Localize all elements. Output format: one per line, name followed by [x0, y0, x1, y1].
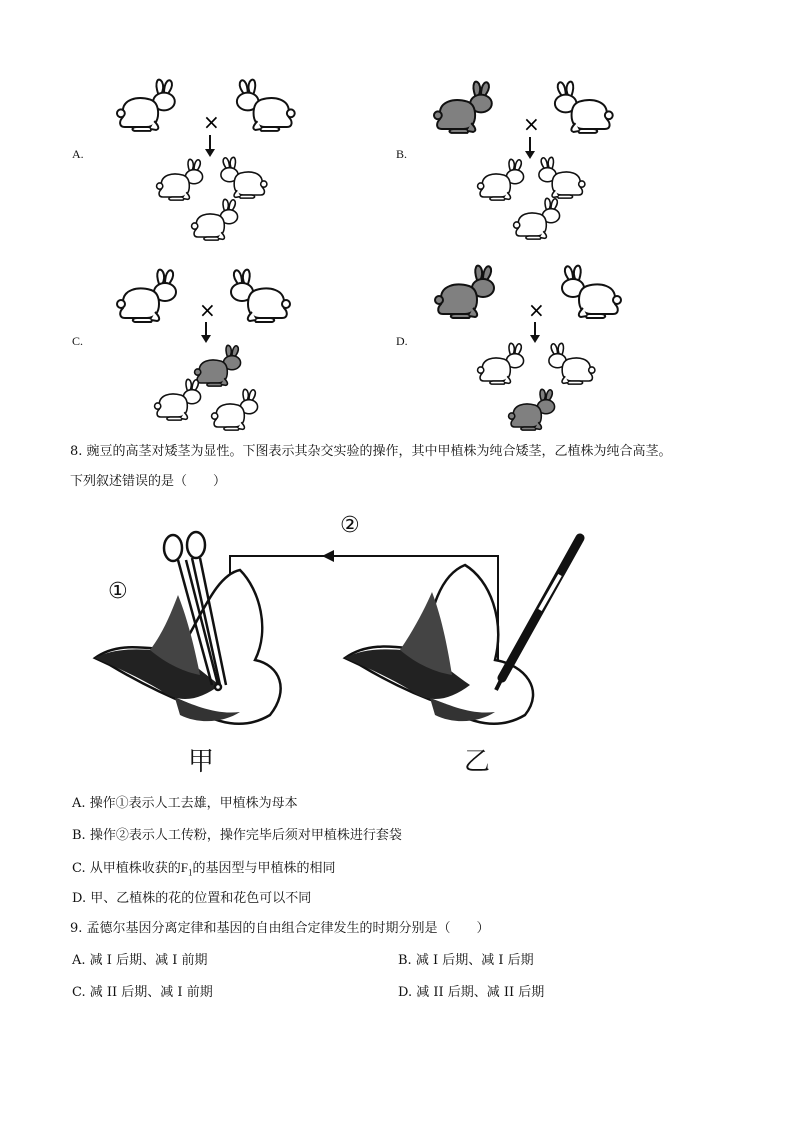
q9-option-d-text: 减 II 后期、减 II 后期 [416, 985, 545, 1000]
q9-option-b-text: 减 I 后期、减 I 后期 [415, 953, 534, 968]
q8-option-a-letter: A. [72, 796, 86, 811]
option-d-offspring-rabbit-3 [509, 389, 555, 430]
q8-option-a[interactable] [72, 794, 298, 814]
q8-option-d-text: 甲、乙植株的花的位置和花色可以不同 [90, 891, 312, 906]
q8-option-c-text-post: 的基因型与甲植株的相同 [192, 861, 336, 876]
q8-option-c-text-pre: 从甲植株收获的 [89, 861, 181, 876]
step2-marker: ② [340, 513, 360, 538]
q9-option-c-text: 减 II 后期、减 I 前期 [89, 985, 213, 1000]
q8-option-a-text: 操作①表示人工去雄，甲植株为母本 [89, 796, 298, 811]
option-a-arrow-head [205, 149, 215, 157]
option-a-cross-symbol: × [203, 110, 220, 134]
q9-option-a[interactable] [72, 951, 207, 971]
option-c-parent-rabbit-1 [117, 270, 176, 322]
q8-option-b-text: 操作②表示人工传粉，操作完毕后须对甲植株进行套袋 [89, 828, 402, 843]
q8-option-c-letter: C. [72, 861, 86, 876]
option-c-offspring-rabbit-3 [212, 389, 258, 430]
q8-option-b[interactable] [72, 826, 402, 846]
option-c-parent-rabbit-2 [231, 270, 290, 322]
option-a-parent-rabbit-1 [117, 80, 175, 131]
option-a-offspring-rabbit-2 [221, 157, 267, 198]
option-d-parent-rabbit-1 [435, 266, 494, 318]
option-c-cross-symbol: × [199, 298, 216, 322]
option-b-cross-symbol: × [523, 112, 540, 136]
option-c-letter: C. [72, 334, 84, 348]
option-a-parent-rabbit-2 [237, 80, 295, 131]
q9-option-c[interactable] [72, 983, 213, 1003]
option-a-letter: A. [72, 147, 84, 161]
option-b-offspring-rabbit-1 [478, 159, 524, 200]
rabbit-cross-figures [0, 0, 794, 430]
option-b-offspring-rabbit-3 [514, 198, 560, 239]
q8-option-c[interactable] [72, 858, 336, 883]
option-d-cross-symbol: × [528, 298, 545, 322]
q9-option-b-letter: B. [398, 953, 412, 968]
q9-option-d[interactable] [398, 983, 544, 1003]
f1-symbol: $F_1$ [180, 860, 193, 878]
option-c-offspring-rabbit-1 [195, 345, 241, 386]
q9-option-c-letter: C. [72, 985, 86, 1000]
q9-option-b[interactable] [398, 951, 534, 971]
q8-stem-line2: 下列叙述错误的是（ ） [70, 474, 227, 489]
option-d-letter: D. [396, 334, 408, 348]
option-c-offspring-rabbit-2 [155, 379, 201, 420]
plant-label-jia: 甲 [188, 747, 215, 777]
q8-stem-line1: 8. 豌豆的高茎对矮茎为显性。下图表示其杂交实验的操作，其中甲植株为纯合矮茎，乙植株为纯合高茎。 [70, 444, 672, 459]
option-d-offspring-rabbit-2 [549, 343, 595, 384]
option-d-offspring-rabbit-1 [478, 343, 524, 384]
step1-marker: ① [108, 579, 128, 604]
q9-option-a-text: 减 I 后期、减 I 前期 [89, 953, 208, 968]
option-a-offspring-rabbit-1 [157, 159, 203, 200]
pollination-figure [0, 500, 794, 790]
option-b-letter: B. [396, 147, 408, 161]
flower-yi [345, 565, 533, 724]
option-b-parent-rabbit-2 [555, 82, 613, 133]
q9-option-a-letter: A. [72, 953, 86, 968]
option-d-parent-rabbit-2 [562, 266, 621, 318]
q8-option-b-letter: B. [72, 828, 86, 843]
option-b-offspring-rabbit-2 [539, 157, 585, 198]
brush-icon [496, 538, 580, 690]
q8-option-d[interactable] [72, 889, 311, 909]
q8-option-d-letter: D. [72, 891, 87, 906]
option-b-arrow-head [525, 151, 535, 159]
q9-stem: 9. 孟德尔基因分离定律和基因的自由组合定律发生的时期分别是（ ） [70, 921, 490, 936]
plant-label-yi: 乙 [464, 747, 491, 777]
option-b-parent-rabbit-1 [434, 82, 492, 133]
q9-option-d-letter: D. [398, 985, 413, 1000]
arrow-head [322, 550, 334, 562]
option-d-arrow-head [530, 335, 540, 343]
option-c-arrow-head [201, 335, 211, 343]
option-a-offspring-rabbit-3 [192, 199, 238, 240]
